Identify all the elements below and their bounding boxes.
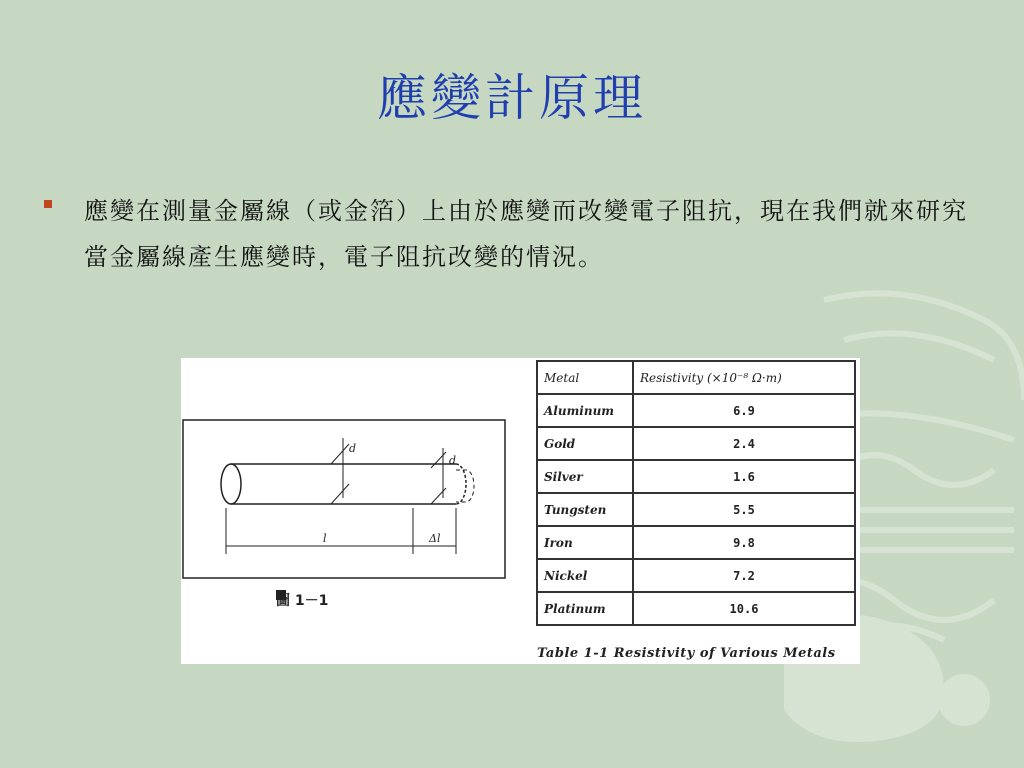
table-caption: Table 1-1 Resistivity of Various Metals	[537, 646, 836, 661]
value-cell: 10.6	[633, 592, 855, 625]
value-cell: 7.2	[633, 559, 855, 592]
value-cell: 1.6	[633, 460, 855, 493]
table-row	[537, 526, 855, 559]
metal-cell: Gold	[537, 427, 633, 460]
table-row	[537, 559, 855, 592]
metal-cell: Aluminum	[537, 394, 633, 427]
label-delta-length: Δl	[429, 532, 441, 545]
slide-title: 應變計原理	[377, 69, 647, 127]
table-row	[537, 427, 855, 460]
bullet-text: 應變在測量金屬線（或金箔）上由於應變而改變電子阻抗，現在我們就來研究當金屬線產生應變時，電子阻抗改變的情況。	[84, 197, 968, 271]
table-row	[537, 493, 855, 526]
bullet-square-icon	[44, 200, 52, 208]
column-header-resistivity: Resistivity (×10⁻⁸ Ω·m)	[633, 361, 855, 394]
label-d1: d	[349, 442, 357, 455]
resistivity-table	[536, 360, 856, 626]
metal-cell: Tungsten	[537, 493, 633, 526]
column-header-metal: Metal	[537, 361, 633, 394]
metal-cell: Nickel	[537, 559, 633, 592]
value-cell: 5.5	[633, 493, 855, 526]
value-cell: 6.9	[633, 394, 855, 427]
wire-figure-image	[181, 358, 860, 664]
metal-cell: Silver	[537, 460, 633, 493]
table-row	[537, 460, 855, 493]
label-d2: d	[449, 454, 457, 467]
value-cell: 9.8	[633, 526, 855, 559]
value-cell: 2.4	[633, 427, 855, 460]
table-row	[537, 394, 855, 427]
table-row	[537, 592, 855, 625]
table-header-row	[537, 361, 855, 394]
figure-caption: 圖 1－1	[276, 593, 329, 609]
metal-cell: Iron	[537, 526, 633, 559]
metal-cell: Platinum	[537, 592, 633, 625]
label-length: l	[323, 532, 327, 545]
